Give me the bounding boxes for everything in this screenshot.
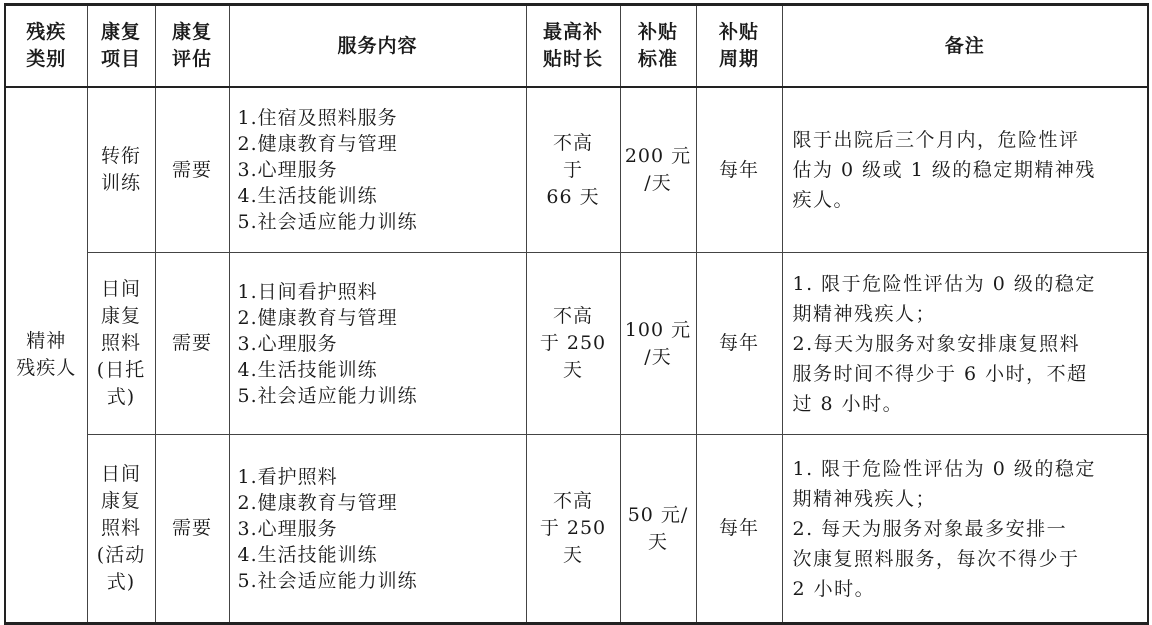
content-cell: 1.日间看护照料 2.健康教育与管理 3.心理服务 4.生活技能训练 5.社会适应能力训练 [229, 253, 526, 435]
content-cell: 1.看护照料 2.健康教育与管理 3.心理服务 4.生活技能训练 5.社会适应能力训练 [229, 435, 526, 624]
table-row [5, 87, 1148, 253]
header-category: 残疾 类别 [5, 5, 87, 88]
period-cell: 每年 [696, 435, 782, 624]
assessment-cell: 需要 [155, 87, 229, 253]
max-duration-cell: 不高 于 250 天 [526, 435, 620, 624]
note-cell: 1. 限于危险性评估为 0 级的稳定 期精神残疾人； 2. 每天为服务对象最多安排一 次康复照料服务，每次不得少于 2 小时。 [782, 435, 1148, 624]
header-content: 服务内容 [229, 5, 526, 88]
period-cell: 每年 [696, 87, 782, 253]
max-duration-cell: 不高 于 250 天 [526, 253, 620, 435]
max-duration-cell: 不高 于 66 天 [526, 87, 620, 253]
standard-cell: 200 元 /天 [620, 87, 696, 253]
header-project: 康复 项目 [87, 5, 155, 88]
content-cell: 1.住宿及照料服务 2.健康教育与管理 3.心理服务 4.生活技能训练 5.社会适应能力训练 [229, 87, 526, 253]
note-cell: 1. 限于危险性评估为 0 级的稳定 期精神残疾人； 2.每天为服务对象安排康复照料 服务时间不得少于 6 小时，不超 过 8 小时。 [782, 253, 1148, 435]
note-cell: 限于出院后三个月内，危险性评 估为 0 级或 1 级的稳定期精神残 疾人。 [782, 87, 1148, 253]
header-note: 备注 [782, 5, 1148, 88]
standard-cell: 100 元 /天 [620, 253, 696, 435]
project-cell: 日间 康复 照料 (日托 式) [87, 253, 155, 435]
table-row [5, 253, 1148, 435]
assessment-cell: 需要 [155, 253, 229, 435]
project-cell: 日间 康复 照料 (活动 式) [87, 435, 155, 624]
header-standard: 补贴 标准 [620, 5, 696, 88]
assessment-cell: 需要 [155, 435, 229, 624]
category-cell: 精神 残疾人 [5, 87, 87, 624]
document-page [4, 3, 1149, 625]
header-max-duration: 最高补 贴时长 [526, 5, 620, 88]
header-assessment: 康复 评估 [155, 5, 229, 88]
header-period: 补贴 周期 [696, 5, 782, 88]
period-cell: 每年 [696, 253, 782, 435]
table-row [5, 435, 1148, 624]
standard-cell: 50 元/ 天 [620, 435, 696, 624]
subsidy-table [4, 3, 1149, 625]
table-header-row [5, 5, 1148, 88]
project-cell: 转衔 训练 [87, 87, 155, 253]
